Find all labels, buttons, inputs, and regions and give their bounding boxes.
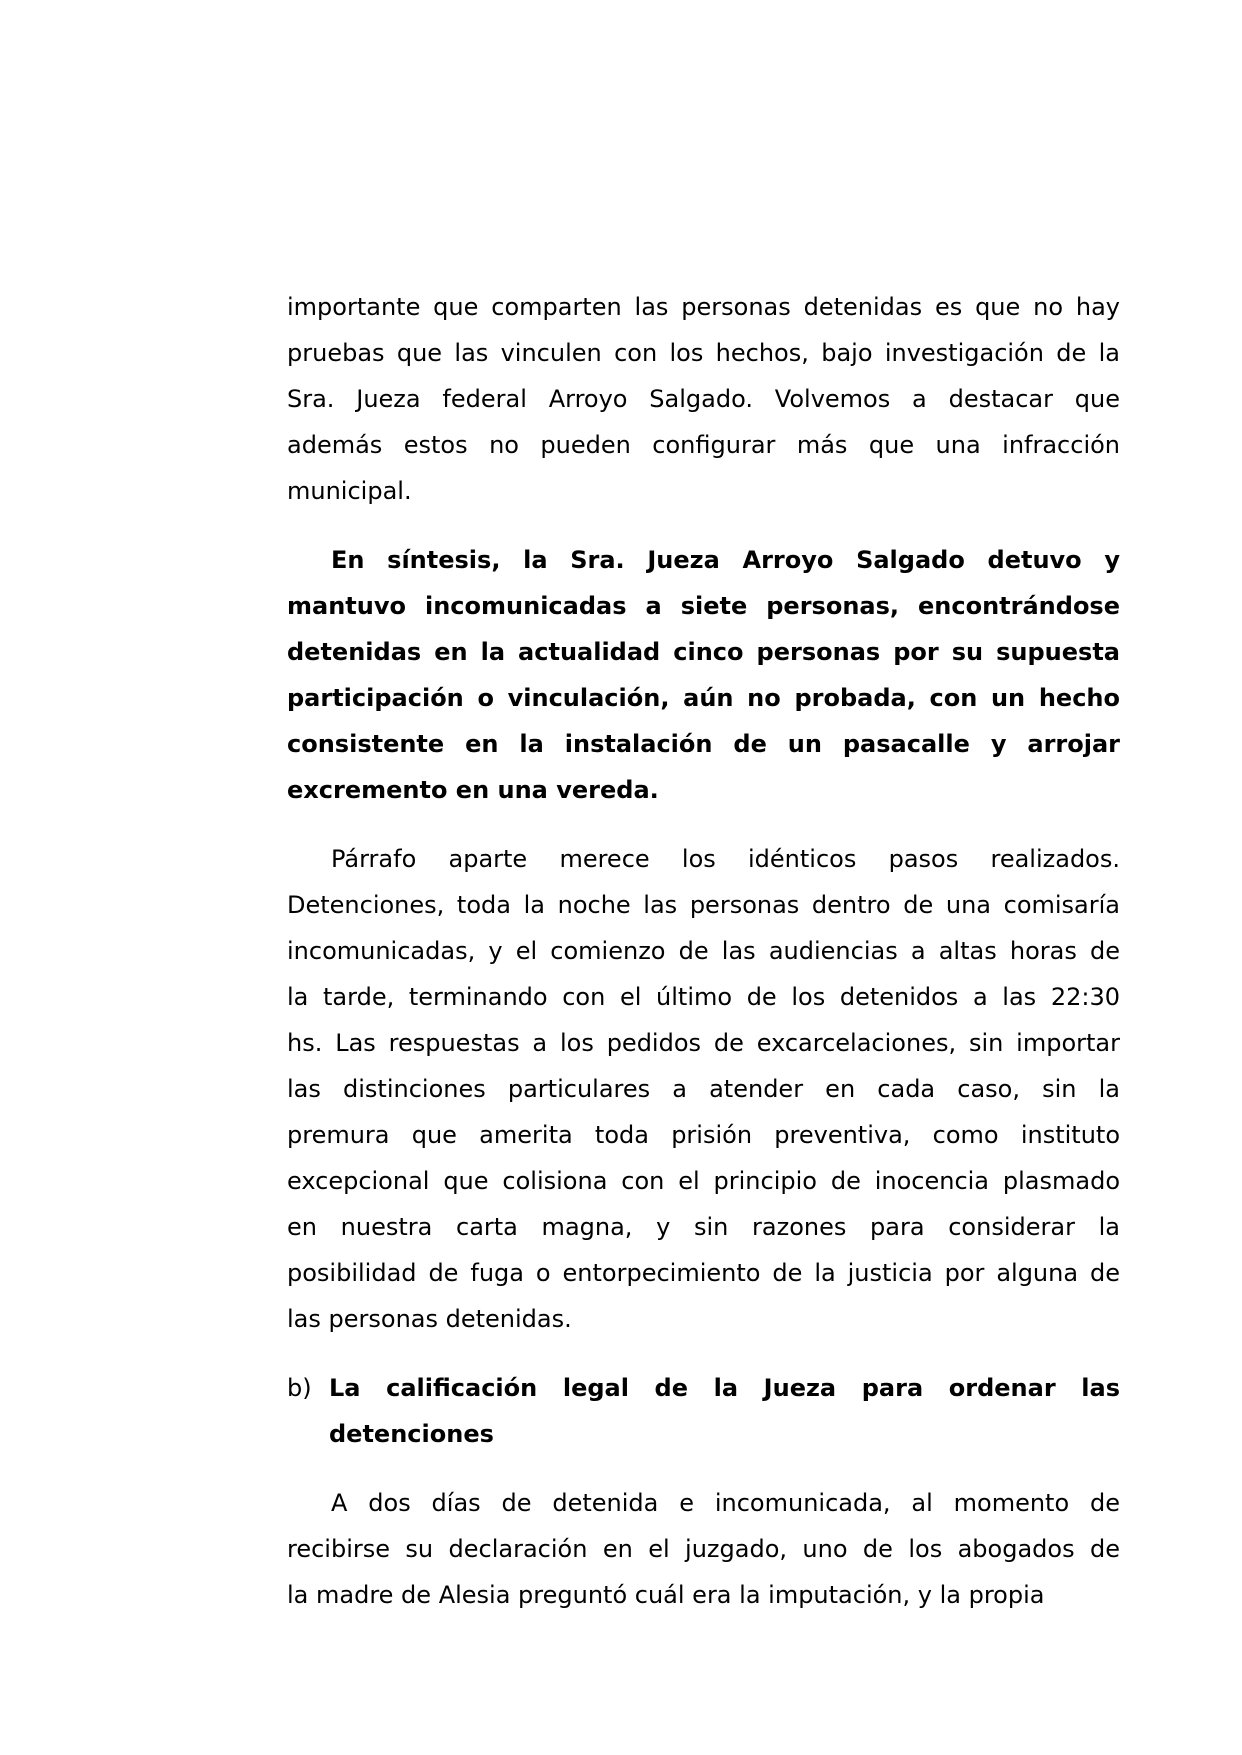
paragraph-line: recibirse su declaración en el juzgado, uno de los abogados de <box>287 1535 1120 1563</box>
paragraph-line: En síntesis, la Sra. Jueza Arroyo Salgado detuvo y <box>331 546 1120 574</box>
paragraph-2-bold <box>287 537 1120 813</box>
paragraph-line: pruebas que las vinculen con los hechos, bajo investigación de la <box>287 339 1120 367</box>
paragraph-line: A dos días de detenida e incomunicada, al momento de <box>331 1489 1120 1517</box>
section-heading-text: La calificación legal de la Jueza para ordenar las <box>329 1374 1120 1402</box>
paragraph-line: participación o vinculación, aún no probada, con un hecho <box>287 684 1120 712</box>
paragraph-line: Párrafo aparte merece los idénticos pasos realizados. <box>331 845 1120 873</box>
paragraph-line: municipal. <box>287 477 412 505</box>
paragraph-line: hs. Las respuestas a los pedidos de excarcelaciones, sin importar <box>287 1029 1120 1057</box>
paragraph-line: importante que comparten las personas detenidas es que no hay <box>287 293 1120 321</box>
paragraph-line: Sra. Jueza federal Arroyo Salgado. Volvemos a destacar que <box>287 385 1120 413</box>
paragraph-line: la tarde, terminando con el último de los detenidos a las 22:30 <box>287 983 1120 1011</box>
paragraph-line: Detenciones, toda la noche las personas dentro de una comisaría <box>287 891 1120 919</box>
paragraph-line: las distinciones particulares a atender en cada caso, sin la <box>287 1075 1120 1103</box>
paragraph-3 <box>287 836 1120 1342</box>
paragraph-line: además estos no pueden configurar más que una infracción <box>287 431 1120 459</box>
section-heading-b <box>287 1365 1120 1457</box>
paragraph-line: la madre de Alesia preguntó cuál era la imputación, y la propia <box>287 1581 1045 1609</box>
paragraph-line: premura que amerita toda prisión preventiva, como instituto <box>287 1121 1120 1149</box>
paragraph-line: detenidas en la actualidad cinco personas por su supuesta <box>287 638 1120 666</box>
section-heading-text: detenciones <box>329 1420 494 1448</box>
paragraph-line: en nuestra carta magna, y sin razones para considerar la <box>287 1213 1120 1241</box>
section-heading-marker: b) <box>287 1374 312 1402</box>
paragraph-line: consistente en la instalación de un pasacalle y arrojar <box>287 730 1120 758</box>
paragraph-line: posibilidad de fuga o entorpecimiento de la justicia por alguna de <box>287 1259 1120 1287</box>
paragraph-line: incomunicadas, y el comienzo de las audiencias a altas horas de <box>287 937 1120 965</box>
paragraph-line: excremento en una vereda. <box>287 776 659 804</box>
paragraph-line: las personas detenidas. <box>287 1305 572 1333</box>
paragraph-line: excepcional que colisiona con el principio de inocencia plasmado <box>287 1167 1120 1195</box>
paragraph-1 <box>287 284 1120 514</box>
text-block <box>287 284 1120 1618</box>
section-heading-line <box>287 1365 1120 1411</box>
paragraph-4 <box>287 1480 1120 1618</box>
paragraph-line: mantuvo incomunicadas a siete personas, encontrándose <box>287 592 1120 620</box>
